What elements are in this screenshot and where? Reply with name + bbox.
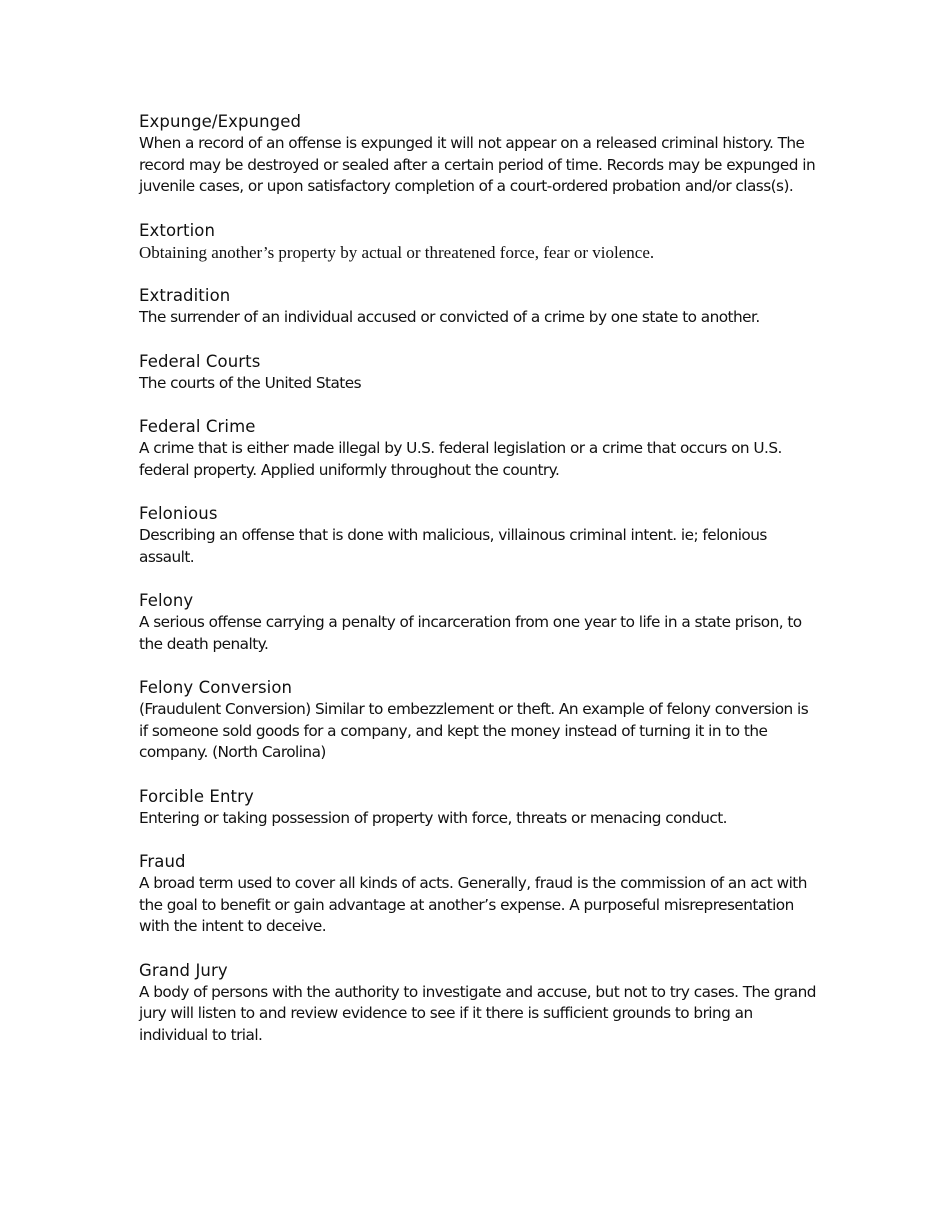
glossary-entry-extradition xyxy=(139,285,819,329)
glossary-term: Extradition xyxy=(139,286,231,305)
glossary-definition: The courts of the United States xyxy=(139,373,362,392)
glossary-entry-felony-conversion xyxy=(139,677,819,764)
glossary-entry-extortion xyxy=(139,220,819,264)
glossary-term: Felonious xyxy=(139,504,218,523)
glossary-entry-felonious xyxy=(139,503,819,568)
glossary-definition: Describing an offense that is done with malicious, villainous criminal intent. ie; felonious assault. xyxy=(139,526,767,566)
glossary-entry-grand-jury xyxy=(139,960,819,1047)
glossary-term: Grand Jury xyxy=(139,960,228,980)
glossary-definition: Obtaining another’s property by actual or threatened force, fear or violence. xyxy=(139,242,655,262)
glossary-page xyxy=(139,111,819,1068)
glossary-term: Federal Courts xyxy=(139,351,261,371)
glossary-entry-fraud xyxy=(139,851,819,938)
glossary-definition: A crime that is either made illegal by U.S. federal legislation or a crime that occurs on U.S. federal property. Applied uniformly throughout the country. xyxy=(139,439,782,479)
glossary-term: Fraud xyxy=(139,852,186,871)
glossary-definition: A serious offense carrying a penalty of incarceration from one year to life in a state prison, to the death penalty. xyxy=(139,613,802,653)
glossary-entry-federal-crime xyxy=(139,416,819,481)
glossary-definition: A body of persons with the authority to investigate and accuse, but not to try cases. The grand jury will listen to and review evidence to see if it there is sufficient grounds to bring an individual to trial. xyxy=(139,982,816,1044)
glossary-definition: The surrender of an individual accused or convicted of a crime by one state to another. xyxy=(139,308,760,326)
glossary-entry-expunge xyxy=(139,111,819,198)
glossary-term: Felony xyxy=(139,591,194,610)
glossary-entry-federal-courts xyxy=(139,351,819,395)
glossary-term: Federal Crime xyxy=(139,417,256,436)
glossary-definition: Entering or taking possession of property with force, threats or menacing conduct. xyxy=(139,808,727,827)
glossary-term: Felony Conversion xyxy=(139,678,293,697)
glossary-term: Forcible Entry xyxy=(139,786,254,806)
glossary-entry-felony xyxy=(139,590,819,655)
glossary-entry-forcible-entry xyxy=(139,786,819,830)
glossary-term: Extortion xyxy=(139,220,216,240)
glossary-definition: When a record of an offense is expunged it will not appear on a released criminal history. The record may be destroyed or sealed after a certain period of time. Records may be expunged in juvenile cases, or upon satisfactory completion of a court-ordered probation and/or class(s). xyxy=(139,134,816,195)
glossary-definition: A broad term used to cover all kinds of acts. Generally, fraud is the commission of an act with the goal to benefit or gain advantage at another’s expense. A purposeful misrepresentation with the intent to deceive. xyxy=(139,874,807,935)
glossary-definition: (Fraudulent Conversion) Similar to embezzlement or theft. An example of felony conversion is if someone sold goods for a company, and kept the money instead of turning it in to the company. (North Carolina) xyxy=(139,700,809,761)
glossary-term: Expunge/Expunged xyxy=(139,112,302,131)
